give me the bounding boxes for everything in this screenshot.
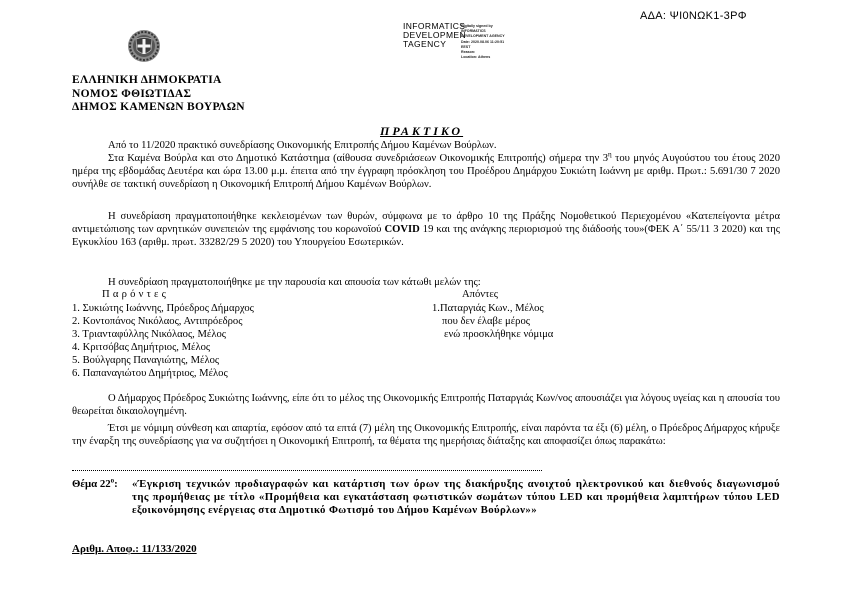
signature-detail-line: Reason: bbox=[461, 50, 476, 55]
present-members-list bbox=[72, 302, 254, 380]
signature-detail-line: EEST bbox=[461, 44, 471, 49]
signature-org-line: INFORMATICS bbox=[403, 21, 466, 31]
decision-number: Αριθμ. Αποφ.: 11/133/2020 bbox=[72, 543, 197, 555]
list-item: 3. Τριανταφύλλης Νικόλαος, Μέλος bbox=[72, 329, 226, 340]
closed-doors-text-cont: 19 και της ανάγκης περιορισμού της διάδοσής του»(ΦΕΚ Α΄ 55/11 3 2020) και της Εγκυκλίου 163 (αριθμ. πρωτ. 33282/29 5 2020) του Υπουργείου Εσωτερικών. bbox=[72, 224, 780, 248]
closed-doors-text: Η συνεδρίαση πραγματοποιήθηκε κεκλεισμένων των θυρών, σύμφωνα με το άρθρο 10 της Πράξης Νομοθετικού Περιεχομένου «Κατεπείγοντα μέτρα αντιμετώπισης των αρνητικών συνεπειών της εμφάνισης του κορωνοϊού bbox=[72, 211, 780, 235]
meeting-details-text-cont: του μηνός Αυγούστου του έτους 2020 ημέρα της εβδομάδας Δευτέρα και ώρα 13.00 μ.μ. έπειτα από την έγγραφη πρόσκληση του Προέδρου Δημάρχου Συκιώτη Ιωάννη με αριθμ. Πρωτ.: 5.691/30 7 2020 συνήλθε σε τακτική συνεδρίαση η Οικονομική Επιτροπή Δήμου Καμένων Βούρλων. bbox=[72, 153, 780, 190]
header-prefecture: ΝΟΜΟΣ ΦΘΙΩΤΙΔΑΣ bbox=[72, 87, 192, 100]
list-item: 1. Συκιώτης Ιωάννης, Πρόεδρος Δήμαρχος bbox=[72, 303, 254, 314]
signature-detail-line: INFORMATICS bbox=[461, 29, 486, 34]
paragraph-meeting-details bbox=[72, 152, 780, 191]
subject-label bbox=[72, 478, 118, 491]
signature-org-line: DEVELOPMEN bbox=[403, 30, 467, 40]
signature-detail-line: Digitally signed by bbox=[461, 24, 493, 28]
document-title: ΠΡΑΚΤΙΚΟ bbox=[380, 124, 464, 138]
paragraph-closed-doors bbox=[72, 210, 780, 249]
list-item: ενώ προσκλήθηκε νόμιμα bbox=[444, 329, 554, 340]
subject-text: «Έγκριση τεχνικών προδιαγραφών και κατάρτιση των όρων της διακήρυξης ανοιχτού ηλεκτρονικού και διεθνούς διαγωνισμού της προμήθειας με τίτλο «Προμήθεια και εγκατάσταση φωτιστικών σωμάτων τύπου LED και προμήθεια λαμπτήρων τύπου LED εξοικονόμησης ενέργειας στα Δημοτικό Φωτισμό του Δήμου Καμένων Βούρλων»» bbox=[132, 478, 780, 516]
paragraph-attendance-intro: Η συνεδρίαση πραγματοποιήθηκε με την παρουσία και απουσία των κάτωθι μελών της: bbox=[108, 277, 481, 288]
list-item: 6. Παπαναγιώτου Δημήτριος, Μέλος bbox=[72, 368, 228, 379]
dotted-separator bbox=[72, 466, 542, 471]
signature-detail-line: Location: Athens bbox=[461, 55, 491, 60]
list-item: 5. Βούλγαρης Παναγιώτης, Μέλος bbox=[72, 355, 220, 366]
paragraph-quorum: Έτσι με νόμιμη σύνθεση και απαρτία, εφόσον από τα επτά (7) μέλη της Οικονομικής Επιτροπής, είναι παρόντα τα έξι (6) μέλη, ο Πρόεδρος Δήμαρχος κήρυξε την έναρξη της συνεδρίασης για να συζητήσει η Οικονομική Επιτροπή, τα θέματα της ημερήσιας διάταξης και αποφασίζει όπως παρακάτω: bbox=[72, 423, 780, 447]
list-item: που δεν έλαβε μέρος bbox=[442, 316, 530, 327]
meeting-details-text: Στα Καμένα Βούρλα και στο Δημοτικό Κατάστημα (αίθουσα συνεδριάσεων Οικονομικής Επιτροπής) σήμερα την 3 bbox=[108, 153, 609, 164]
greek-emblem-icon bbox=[127, 29, 161, 63]
digital-signature-org bbox=[403, 22, 466, 49]
digital-signature-details bbox=[461, 24, 541, 60]
header-municipality: ΔΗΜΟΣ ΚΑΜΕΝΩΝ ΒΟΥΡΛΩΝ bbox=[72, 101, 245, 113]
absent-members-list bbox=[432, 302, 553, 341]
covid-term: COVID bbox=[384, 224, 420, 235]
signature-detail-line: DEVELOPMENT AGENCY bbox=[461, 34, 505, 39]
ordinal-suffix: η bbox=[608, 150, 612, 159]
paragraph-intro: Από το 11/2020 πρακτικό συνεδρίασης Οικονομικής Επιτροπής Δήμου Καμένων Βούρλων. bbox=[108, 140, 497, 151]
header-republic: ΕΛΛΗΝΙΚΗ ΔΗΜΟΚΡΑΤΙΑ bbox=[72, 74, 222, 86]
absent-heading: Απόντες bbox=[462, 289, 498, 300]
list-item: 1.Παταργιάς Κων., Μέλος bbox=[432, 303, 544, 314]
present-heading: Παρόντες bbox=[102, 289, 170, 300]
list-item: 2. Κοντοπάνος Νικόλαος, Αντιπρόεδρος bbox=[72, 316, 243, 327]
signature-detail-line: Date: 2020.08.06 11:20:51 bbox=[461, 39, 505, 44]
paragraph-absence-justification: Ο Δήμαρχος Πρόεδρος Συκιώτης Ιωάννης, είπε ότι το μέλος της Οικονομικής Επιτροπής Παταργιάς Κων/νος απουσιάζει για λόγους υγείας και η απουσία του θεωρείται δικαιολογημένη. bbox=[72, 393, 780, 417]
subject-colon: : bbox=[114, 478, 118, 490]
list-item: 4. Κριτσόβας Δημήτριος, Μέλος bbox=[72, 342, 211, 353]
subject-label-text: Θέμα 22 bbox=[72, 478, 111, 490]
signature-org-line: TAGENCY bbox=[403, 39, 447, 49]
ada-code: ΑΔΑ: ΨΙ0ΝΩΚ1-3ΡΦ bbox=[640, 10, 747, 22]
subject-ordinal: ο bbox=[110, 476, 115, 485]
issuer-header bbox=[72, 74, 245, 115]
agenda-subject bbox=[72, 478, 780, 517]
